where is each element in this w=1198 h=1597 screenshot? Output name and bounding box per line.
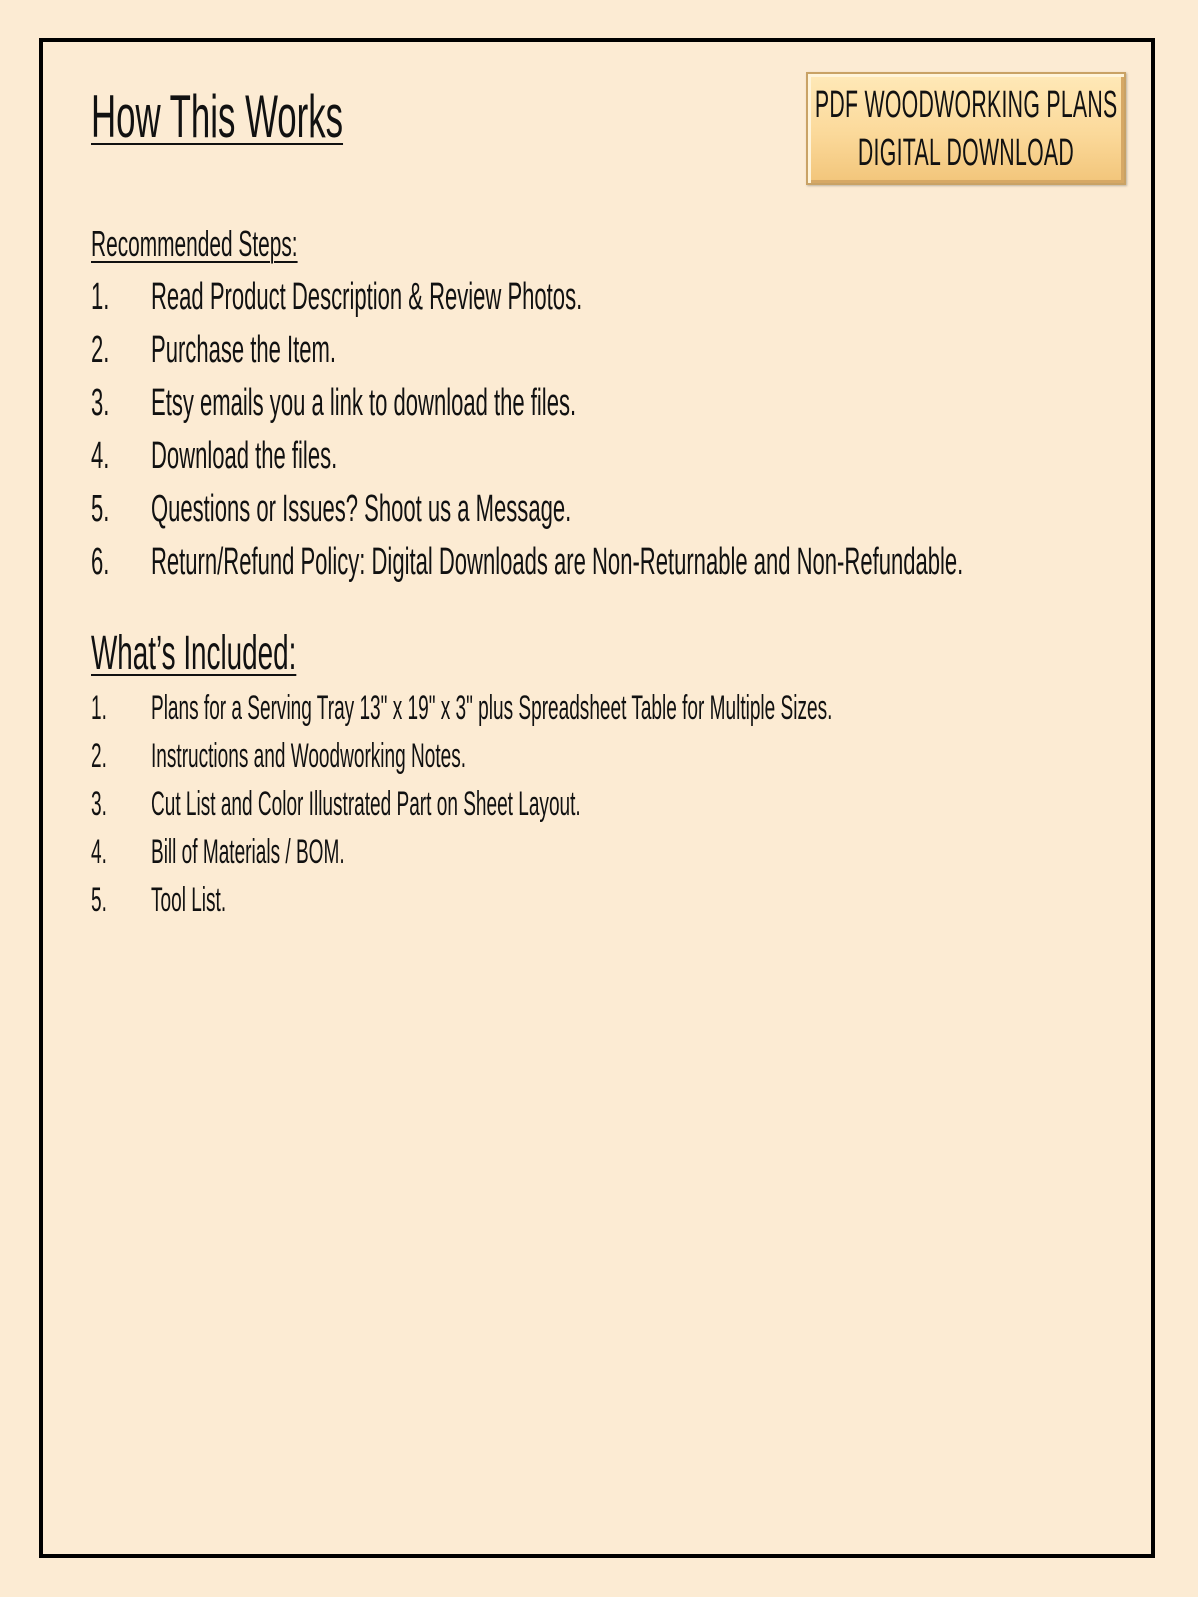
included-text: Cut List and Color Illustrated Part on Sheet Layout. xyxy=(151,785,581,823)
badge-line-2: DIGITAL DOWNLOAD xyxy=(857,131,1075,174)
included-number: 1. xyxy=(91,689,107,727)
step-text: Purchase the Item. xyxy=(151,329,336,371)
included-number: 5. xyxy=(91,881,107,919)
step-number: 5. xyxy=(91,488,110,530)
step-number: 2. xyxy=(91,329,110,371)
step-number: 3. xyxy=(91,382,110,424)
step-text: Read Product Description & Review Photos. xyxy=(151,276,583,318)
step-text: Download the files. xyxy=(151,435,338,477)
included-number: 4. xyxy=(91,833,107,871)
included-text: Tool List. xyxy=(151,881,227,919)
digital-download-badge xyxy=(806,72,1126,185)
step-number: 6. xyxy=(91,541,110,583)
included-text: Instructions and Woodworking Notes. xyxy=(151,737,467,775)
whats-included-heading: What’s Included: xyxy=(91,627,297,680)
included-text: Plans for a Serving Tray 13" x 19" x 3" plus Spreadsheet Table for Multiple Sizes. xyxy=(151,689,833,727)
step-text: Etsy emails you a link to download the files. xyxy=(151,382,577,424)
step-number: 1. xyxy=(91,276,110,318)
step-number: 4. xyxy=(91,435,110,477)
included-number: 3. xyxy=(91,785,107,823)
recommended-steps-heading: Recommended Steps: xyxy=(91,223,298,264)
badge-line-1: PDF WOODWORKING PLANS xyxy=(814,83,1118,126)
page-title: How This Works xyxy=(91,83,344,150)
included-text: Bill of Materials / BOM. xyxy=(151,833,345,871)
step-text: Return/Refund Policy: Digital Downloads are Non-Returnable and Non-Refundable. xyxy=(151,541,964,583)
step-text: Questions or Issues? Shoot us a Message. xyxy=(151,488,572,530)
included-number: 2. xyxy=(91,737,107,775)
